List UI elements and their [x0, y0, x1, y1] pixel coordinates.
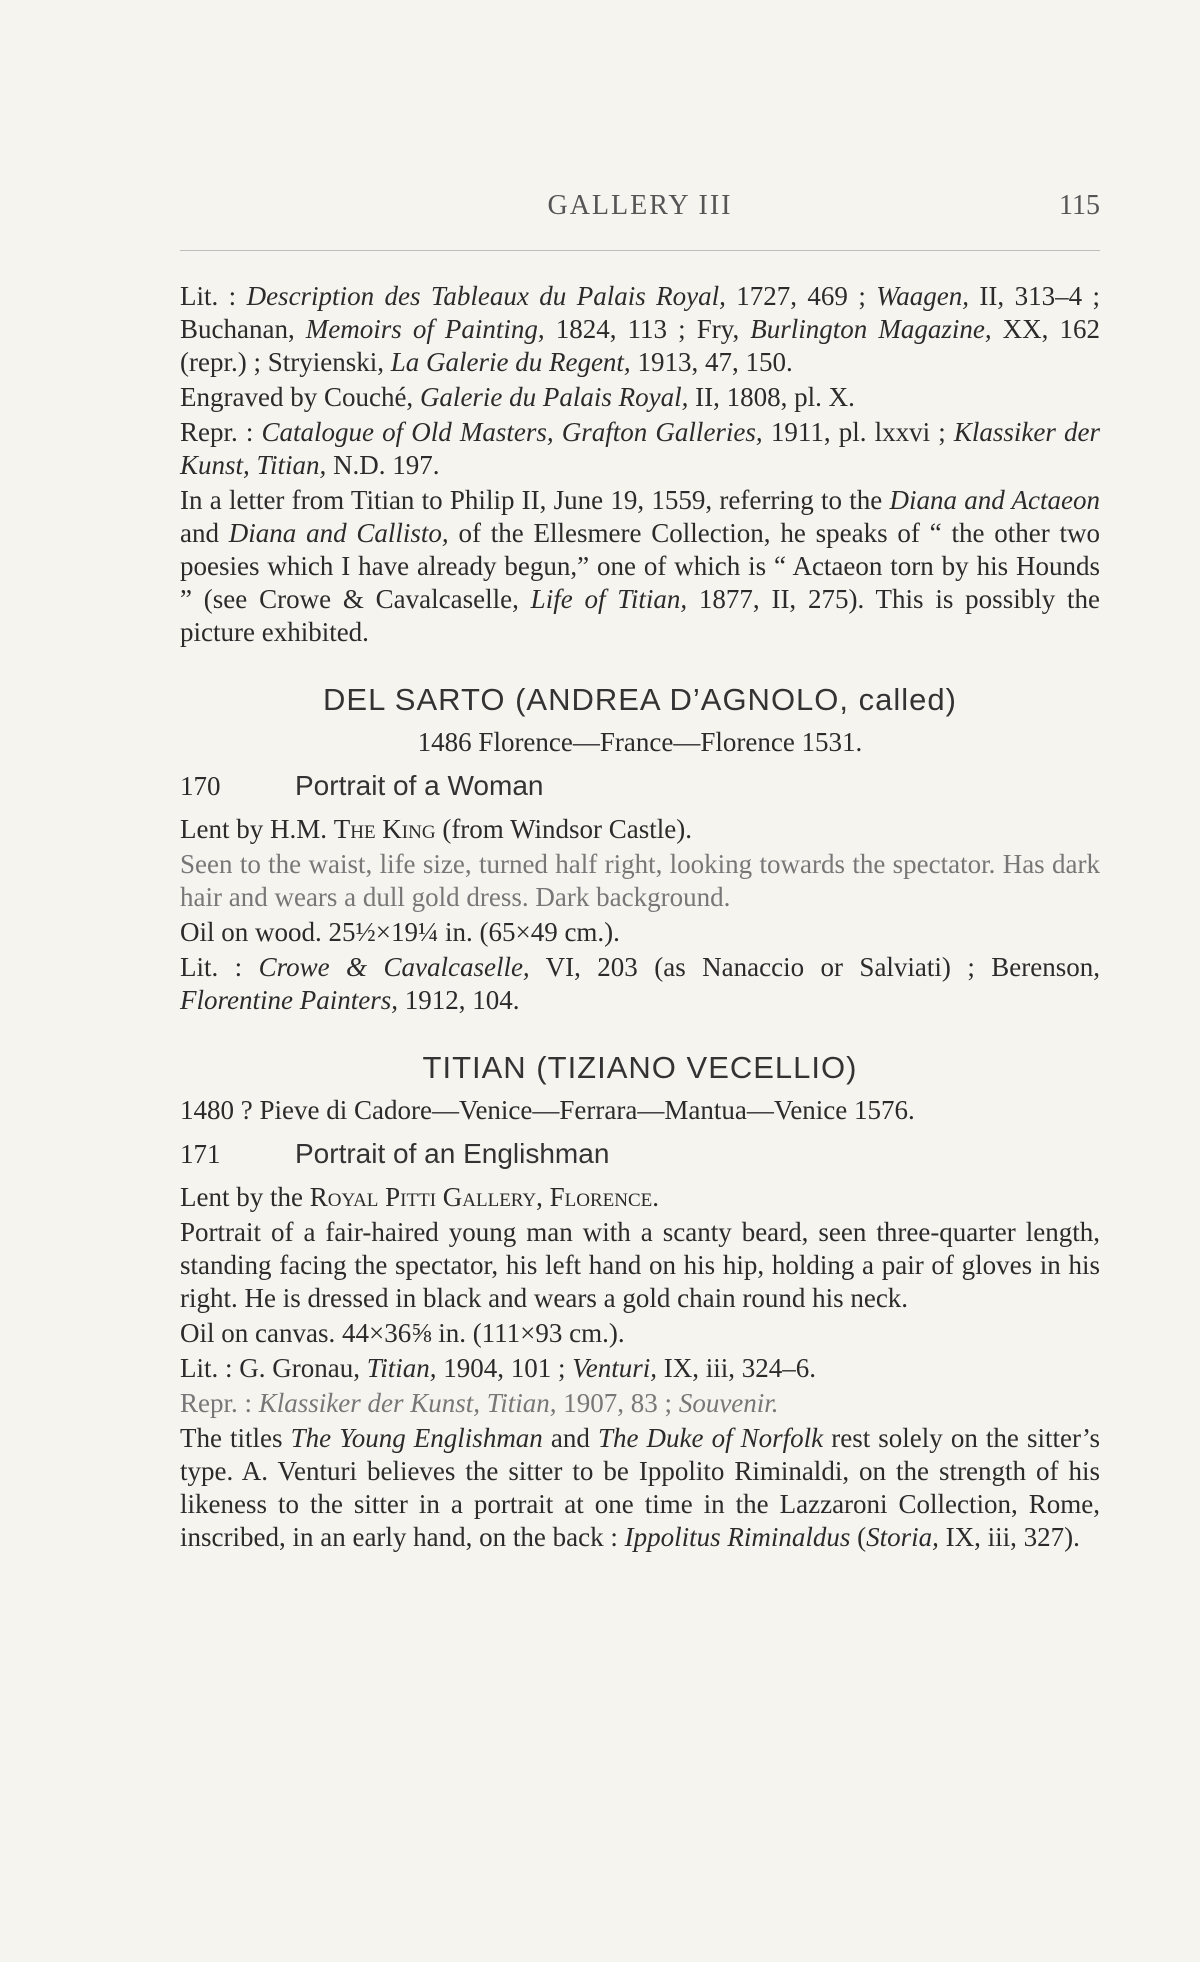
engraved-paragraph: [180, 381, 1100, 414]
catalogue-entry-heading: [180, 769, 1100, 803]
note-title: Ippolitus Riminaldus: [624, 1522, 851, 1552]
lit-title: Memoirs of Painting,: [305, 314, 545, 344]
literature-paragraph: [180, 951, 1100, 1017]
note-title: Storia,: [866, 1522, 939, 1552]
literature-paragraph: [180, 1352, 1100, 1385]
artist-heading: TITIAN (TIZIANO VECELLIO): [422, 1050, 858, 1085]
page-content: [180, 280, 1100, 1556]
lit-prefix: Lit. :: [180, 281, 247, 311]
medium-line: Oil on wood. 25½×19¼ in. (65×49 cm.).: [180, 917, 620, 947]
letter-text: In a letter from Titian to Philip II, June 19, 1559, referring to the: [180, 485, 890, 515]
lit-text: IX, iii, 324–6.: [657, 1353, 817, 1383]
lender-name: The King: [333, 814, 436, 844]
catalogue-entry-heading: [180, 1137, 1100, 1171]
artist-heading: DEL SARTO (ANDREA D’AGNOLO, called): [323, 682, 957, 717]
letter-text: and: [180, 518, 229, 548]
reproduction-paragraph: [180, 1387, 1100, 1420]
letter-title: Diana and Callisto,: [228, 518, 449, 548]
repr-prefix: Repr. :: [180, 417, 262, 447]
description-paragraph: Seen to the waist, life size, turned half right, looking towards the spectator. Has dark hair and wears a dull gold dress. Dark background.: [180, 849, 1100, 912]
letter-text: 1877, II, 275). This is possibly the picture exhibited.: [180, 584, 1100, 647]
artist-dates: 1480 ? Pieve di Cadore—Venice—Ferrara—Mantua—Venice 1576.: [180, 1095, 915, 1125]
note-text: rest solely on the sitter’s type. A. Venturi believes the sitter to be Ippolito Riminaldi, on the strength of his likeness to the sitter in a portrait at one time in the Lazzaroni Collection, Rome, inscribed, in an early hand, on the back :: [180, 1423, 1100, 1552]
entry-number: 171: [180, 1139, 221, 1169]
gallery-title: GALLERY III: [547, 190, 733, 221]
note-paragraph: [180, 1422, 1100, 1554]
note-text: (: [850, 1522, 867, 1552]
artist-dates: 1486 Florence—France—Florence 1531.: [417, 727, 863, 757]
lit-title: Titian,: [366, 1353, 437, 1383]
note-text: IX, iii, 327).: [938, 1522, 1080, 1552]
engraved-text: II, 1808, pl. X.: [688, 382, 855, 412]
note-title: The Duke of Norfolk: [597, 1423, 824, 1453]
entry-number: 170: [180, 771, 221, 801]
medium-line: Oil on canvas. 44×36⅝ in. (111×93 cm.).: [180, 1318, 625, 1348]
lit-title: La Galerie du Regent,: [390, 347, 631, 377]
lit-text: 1824, 113 ; Fry,: [544, 314, 751, 344]
repr-text: 1911, pl. lxxvi ;: [762, 417, 954, 447]
literature-paragraph: [180, 280, 1100, 379]
note-title: The Young Englishman: [290, 1423, 543, 1453]
repr-text: N.D. 197.: [326, 450, 440, 480]
lit-title: Description des Tableaux du Palais Royal,: [246, 281, 726, 311]
repr-text: 1907, 83 ;: [556, 1388, 679, 1418]
letter-title: Life of Titian,: [530, 584, 688, 614]
lit-prefix: Lit. :: [180, 952, 259, 982]
engraved-title: Galerie du Palais Royal,: [419, 382, 689, 412]
reproduction-paragraph: [180, 416, 1100, 482]
running-header: [180, 190, 1100, 240]
lit-title: Venturi,: [572, 1353, 658, 1383]
note-text: The titles: [180, 1423, 291, 1453]
lit-title: Waagen,: [876, 281, 970, 311]
lit-text: XX, 162 (repr.) ; Stryienski,: [180, 314, 1100, 377]
letter-title: Diana and Actaeon: [889, 485, 1100, 515]
repr-title: Souvenir.: [678, 1388, 779, 1418]
lender-name: Royal Pitti Gallery, Florence.: [309, 1182, 660, 1212]
lit-text: VI, 203 (as Nanaccio or Salviati) ; Berenson,: [529, 952, 1100, 982]
lender-line: [180, 1181, 1100, 1214]
letter-paragraph: [180, 484, 1100, 649]
lit-title: Florentine Painters,: [180, 985, 398, 1015]
lit-text: 1912, 104.: [397, 985, 520, 1015]
lender-text: Lent by H.M.: [180, 814, 334, 844]
lender-line: [180, 813, 1100, 846]
engraved-text: Engraved by Couché,: [180, 382, 420, 412]
lit-text: 1913, 47, 150.: [630, 347, 793, 377]
page-number: 115: [1059, 190, 1100, 221]
lit-text: 1727, 469 ;: [725, 281, 877, 311]
repr-title: Klassiker der Kunst, Titian,: [258, 1388, 557, 1418]
entry-title: Portrait of an Englishman: [295, 1138, 610, 1169]
lit-text: 1904, 101 ;: [436, 1353, 573, 1383]
lit-prefix: Lit. : G. Gronau,: [180, 1353, 367, 1383]
note-text: and: [542, 1423, 598, 1453]
lit-title: Burlington Magazine,: [750, 314, 992, 344]
entry-title: Portrait of a Woman: [295, 770, 544, 801]
description-paragraph: Portrait of a fair-haired young man with a scanty beard, seen three-quarter length, standing facing the spectator, his left hand on his hip, holding a pair of gloves in his right. He is dressed in black and wears a gold chain round his neck.: [180, 1217, 1100, 1313]
lit-text: II, 313–4 ; Buchanan,: [180, 281, 1100, 344]
letter-text: of the Ellesmere Collection, he speaks of “ the other two poesies which I have already begun,” one of which is “ Actaeon torn by his Hounds ” (see Crowe & Cavalcaselle,: [180, 518, 1101, 614]
repr-title: Catalogue of Old Masters, Grafton Galleries,: [261, 417, 763, 447]
lit-title: Crowe & Cavalcaselle,: [258, 952, 530, 982]
repr-prefix: Repr. :: [180, 1388, 259, 1418]
header-rule: [180, 250, 1100, 251]
lender-text: Lent by the: [180, 1182, 310, 1212]
repr-title: Klassiker der Kunst, Titian,: [180, 417, 1100, 480]
lender-text: (from Windsor Castle).: [435, 814, 692, 844]
